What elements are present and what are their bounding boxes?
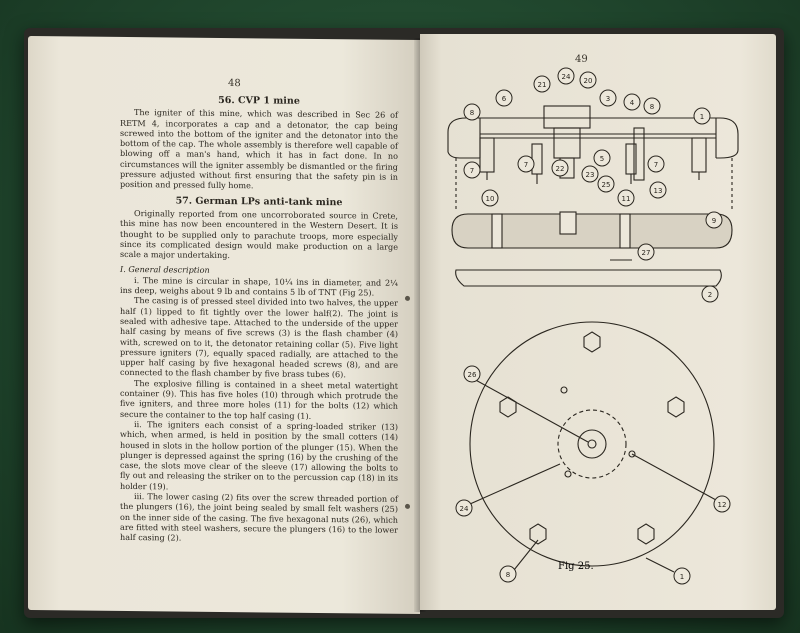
igniter-left xyxy=(480,138,494,172)
callout-8c xyxy=(500,566,516,582)
paragraph-i: i. The mine is circular in shape, 10¼ ins in diameter, and 2¼ ins deep, weighs about 9 lb and contains 5 lb of TNT (Fig 25). xyxy=(120,274,398,298)
svg-text:4: 4 xyxy=(629,99,635,107)
flash-chamber xyxy=(544,106,590,128)
section-heading-57: 57. German LPs anti-tank mine xyxy=(175,195,343,208)
callout-7c xyxy=(648,156,664,172)
callout-22 xyxy=(552,160,568,176)
svg-text:24: 24 xyxy=(459,505,469,513)
right-page xyxy=(420,34,776,610)
svg-text:10: 10 xyxy=(485,195,495,203)
callout-27 xyxy=(638,244,654,260)
svg-text:1: 1 xyxy=(679,573,685,581)
callout-7a xyxy=(464,162,480,178)
callout-1b xyxy=(674,568,690,584)
svg-text:24: 24 xyxy=(561,73,571,81)
figure-caption: Fig 25. xyxy=(558,561,594,572)
svg-text:3: 3 xyxy=(605,95,611,103)
page-number-left: 48 xyxy=(228,78,241,90)
paragraph-ii: ii. The igniters each consist of a spring-loaded striker (13) which, when armed, is held in position by the small cotters (14) housed in slots in the hollow portion of the plunger (15). When the plunger is depressed against the spring (16) by the crushing of the case, the slots move clear of the sleeve (17) allowing the bolts to fly out and releasing the striker on to the percussion cap (18) in its holder (19). xyxy=(120,418,398,492)
svg-text:25: 25 xyxy=(601,181,611,189)
svg-text:2: 2 xyxy=(707,291,713,299)
svg-text:8: 8 xyxy=(469,109,475,117)
paragraph-56: The igniter of this mine, which was described in Sec 26 of RETM 4, incorporates a cap and a detonator, the cap being screwed into the bottom of the igniter and the detonator into the bottom of the cap. The whole assembly is therefore well capable of blowing off a man's hand, which it has in fact done. In no circumstances will the igniter assembly be dismantled or the firing pressure adjusted without first ensuring that the safety pin is in position and pressed fully home. xyxy=(120,107,398,191)
callout-25 xyxy=(598,176,614,192)
staple-hole xyxy=(405,296,410,301)
callout-4 xyxy=(624,94,640,110)
figure-25-drawing xyxy=(420,34,776,610)
subheading-general-description: I. General description xyxy=(120,264,210,276)
lower-casing xyxy=(456,270,722,286)
svg-text:8: 8 xyxy=(649,103,655,111)
callout-26 xyxy=(464,366,480,382)
callout-24 xyxy=(558,68,574,84)
svg-text:13: 13 xyxy=(653,187,663,195)
paragraph-casing: The casing is of pressed steel divided into two halves, the upper half (1) lipped to fit tightly over the lower half(2). The joint is sealed with adhesive tape. Attached to the underside of the upper half casing by means of five screws (3) is the flash chamber (4) with, screwed on to it, the detonator retaining collar (5). Five light pressure igniters (7), equally spaced radially, are attached to the upper half casing by five hexagonal headed screws (8), and are connected to the flash chamber by five brass tubes (6). xyxy=(120,295,398,380)
svg-text:5: 5 xyxy=(599,155,605,163)
svg-text:6: 6 xyxy=(501,95,507,103)
svg-text:11: 11 xyxy=(621,195,631,203)
callout-12 xyxy=(714,496,730,512)
paragraph-filling: The explosive filling is contained in a sheet metal watertight container (9). This has five holes (10) through which protrude the five igniters, and three more holes (11) for the bolts (12) which secure the container to the top half casing (1). xyxy=(120,377,398,421)
callout-1 xyxy=(694,108,710,124)
left-page xyxy=(28,36,420,614)
page-number-right: 49 xyxy=(575,54,588,65)
svg-text:1: 1 xyxy=(699,113,705,121)
callout-2 xyxy=(702,286,718,302)
svg-text:7: 7 xyxy=(523,161,529,169)
callout-3 xyxy=(600,90,616,106)
svg-text:8: 8 xyxy=(505,571,511,579)
callout-10 xyxy=(482,190,498,206)
paragraph-57: Originally reported from one uncorroborated source in Crete, this mine has now been encountered in the Western Desert. It is thought to be supplied only to parachute troops, more especially since its complicated design would make production on a large scale a major undertaking. xyxy=(120,208,398,261)
paragraph-iii: iii. The lower casing (2) fits over the screw threaded portion of the plungers (16), the joint being sealed by small felt washers (25) on the inner side of the casing. The five hexagonal nuts (26), which are fitted with steel washers, secure the plungers (16) to the lower half casing (2). xyxy=(120,491,398,543)
svg-text:21: 21 xyxy=(537,81,547,89)
plan-view-outline xyxy=(467,322,714,566)
svg-text:20: 20 xyxy=(583,77,593,85)
callout-11 xyxy=(618,190,634,206)
callout-8b xyxy=(644,98,660,114)
svg-text:7: 7 xyxy=(469,167,475,175)
svg-text:27: 27 xyxy=(641,249,651,257)
callout-13 xyxy=(650,182,666,198)
svg-text:23: 23 xyxy=(585,171,595,179)
svg-text:22: 22 xyxy=(555,165,565,173)
svg-text:7: 7 xyxy=(653,161,659,169)
callout-21 xyxy=(534,76,550,92)
callout-6 xyxy=(496,90,512,106)
staple-hole xyxy=(405,504,410,509)
callout-24b xyxy=(456,500,472,516)
left-page-text xyxy=(120,95,398,545)
callout-5 xyxy=(594,150,610,166)
callout-8 xyxy=(464,104,480,120)
svg-text:12: 12 xyxy=(717,501,727,509)
callout-9 xyxy=(706,212,722,228)
callout-20 xyxy=(580,72,596,88)
svg-text:9: 9 xyxy=(711,217,717,225)
section-heading-56: 56. CVP 1 mine xyxy=(218,94,300,107)
callout-labels xyxy=(456,68,730,584)
callout-7b xyxy=(518,156,534,172)
svg-text:26: 26 xyxy=(467,371,477,379)
callout-23 xyxy=(582,166,598,182)
